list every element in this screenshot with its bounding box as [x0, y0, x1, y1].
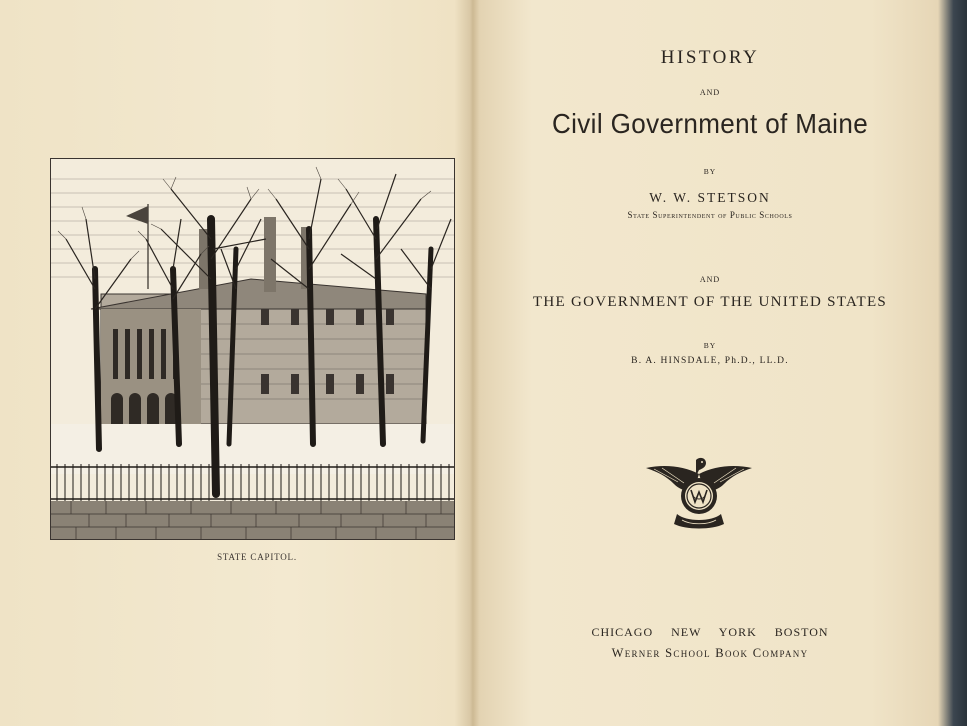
publisher-name: Werner School Book Company: [611, 646, 809, 660]
author-name-2: B. A. HINSDALE, Ph.D., LL.D.: [631, 356, 789, 366]
byline-by-1: BY: [703, 167, 717, 176]
author-name-1: W. W. STETSON: [649, 190, 771, 205]
state-capitol-engraving: [50, 158, 455, 540]
frontispiece-caption: STATE CAPITOL.: [217, 552, 297, 562]
capitol-illustration-icon: [51, 159, 454, 539]
conjunction-and-2: AND: [699, 275, 721, 284]
conjunction-and-1: AND: [699, 88, 721, 97]
second-title: THE GOVERNMENT OF THE UNITED STATES: [532, 294, 888, 310]
author-1-position: State Superintendent of Public Schools: [627, 210, 793, 220]
title-line-history: HISTORY: [660, 47, 760, 68]
left-page: [0, 0, 470, 726]
byline-by-2: BY: [703, 341, 717, 350]
title-page: [472, 0, 948, 726]
eagle-emblem-icon: [644, 456, 754, 539]
book-main-title: Civil Government of Maine: [551, 108, 869, 139]
publisher-cities: CHICAGO NEW YORK BOSTON: [591, 625, 829, 639]
